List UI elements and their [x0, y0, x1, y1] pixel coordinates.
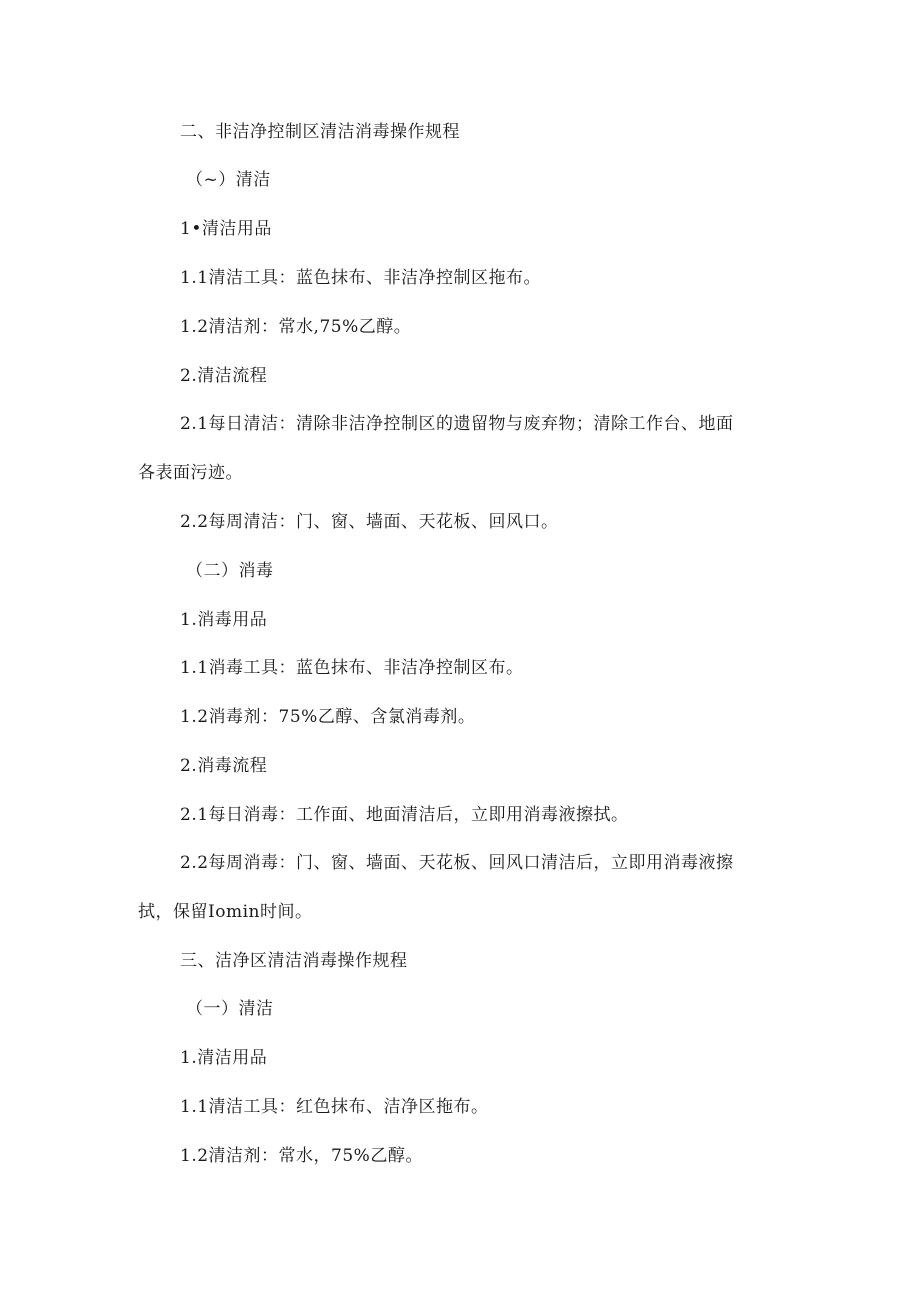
paragraph: 1.1清洁工具：红色抹布、洁净区拖布。	[180, 1097, 489, 1117]
subsection-heading-cleaning: （一）清洁	[186, 999, 274, 1019]
section-heading-2: 二、非洁净控制区清洁消毒操作规程	[180, 122, 460, 142]
paragraph: 2.2每周消毒：门、窗、墙面、天花板、回风口清洁后，立即用消毒液擦	[180, 853, 734, 873]
paragraph: 1.消毒用品	[180, 610, 268, 630]
subsection-heading-disinfection: （二）消毒	[186, 561, 274, 581]
paragraph: 2.2每周清洁：门、窗、墙面、天花板、回风口。	[180, 512, 559, 532]
paragraph: 1.2清洁剂：常水，75%乙醇。	[180, 1146, 423, 1166]
paragraph: 2.1每日清洁：清除非洁净控制区的遗留物与废弃物；清除工作台、地面	[180, 414, 734, 434]
subsection-heading-cleaning: （~）清洁	[186, 170, 271, 190]
paragraph: 2.清洁流程	[180, 366, 268, 386]
section-heading-3: 三、洁净区清洁消毒操作规程	[180, 951, 408, 971]
paragraph: 1•清洁用品	[180, 219, 272, 239]
paragraph: 1.1清洁工具：蓝色抹布、非洁净控制区拖布。	[180, 268, 542, 288]
paragraph: 1.2消毒剂：75%乙醇、含氯消毒剂。	[180, 707, 476, 727]
paragraph: 2.消毒流程	[180, 756, 268, 776]
paragraph-continuation: 各表面污迹。	[138, 463, 243, 483]
paragraph: 1.2清洁剂：常水,75%乙醇。	[180, 317, 412, 337]
paragraph: 1.清洁用品	[180, 1048, 268, 1068]
paragraph-continuation: 拭，保留Iomin时间。	[138, 902, 313, 922]
paragraph: 2.1每日消毒：工作面、地面清洁后，立即用消毒液擦拭。	[180, 805, 629, 825]
paragraph: 1.1消毒工具：蓝色抹布、非洁净控制区布。	[180, 658, 524, 678]
